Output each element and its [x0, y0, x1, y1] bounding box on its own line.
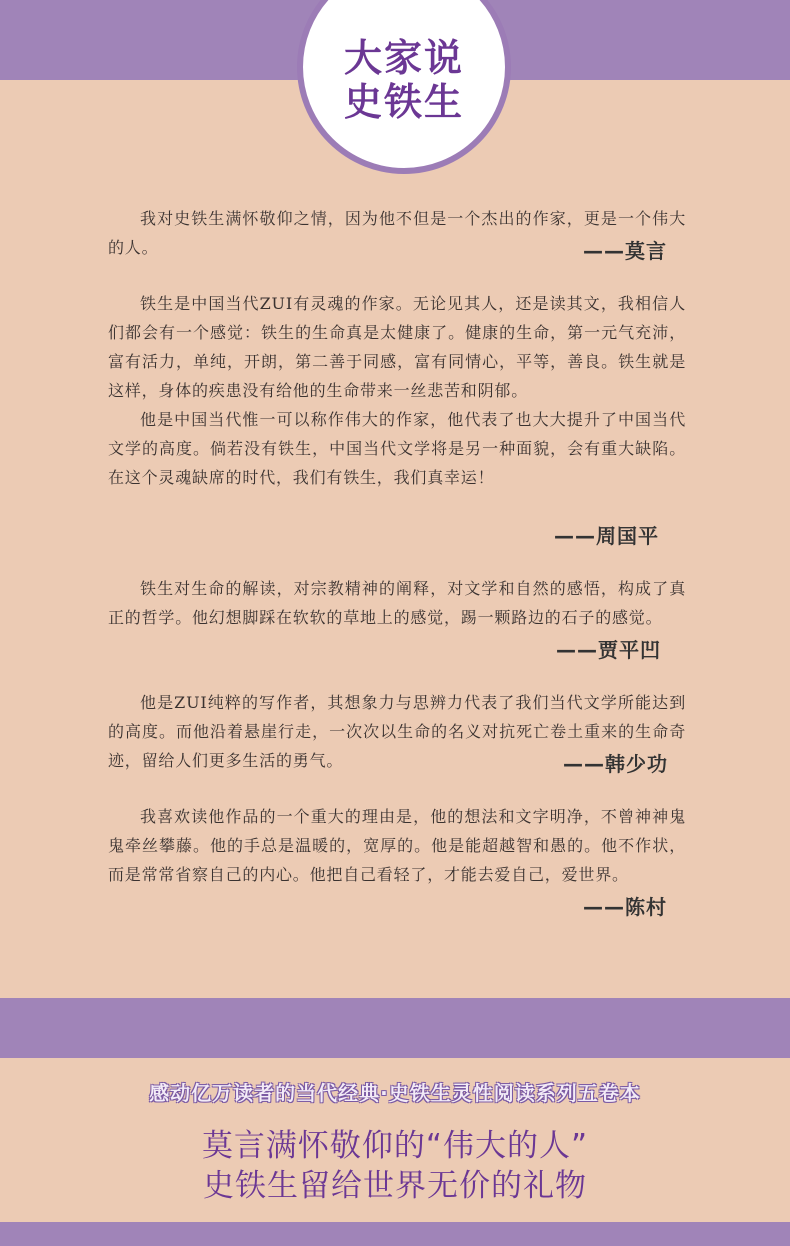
attribution-hanshaogong: ——韩少功	[563, 752, 668, 776]
quote-jiapingwa	[108, 574, 686, 632]
bottom-band	[0, 1222, 790, 1246]
quote-chencun	[108, 802, 686, 889]
quote-paragraph: 我对史铁生满怀敬仰之情，因为他不但是一个杰出的作家，更是一个伟大的人。	[108, 209, 686, 257]
attribution-jiapingwa: ——贾平凹	[556, 638, 661, 662]
attribution-zhouguoping: ——周国平	[554, 524, 659, 548]
attribution-moyan: ——莫言	[583, 239, 667, 263]
quote-zhouguoping	[108, 289, 686, 492]
attribution-chencun: ——陈村	[583, 895, 667, 919]
quote-paragraph: 他是中国当代惟一可以称作伟大的作家，他代表了也大大提升了中国当代文学的高度。倘若没有铁生，中国当代文学将是另一种面貌，会有重大缺陷。在这个灵魂缺席的时代，我们有铁生，我们真幸运！	[108, 410, 686, 487]
badge-title-line2: 史铁生	[343, 80, 464, 124]
series-tagline: 感动亿万读者的当代经典·史铁生灵性阅读系列五卷本	[149, 1081, 641, 1105]
promo-headline-line1: 莫言满怀敬仰的“伟大的人”	[201, 1128, 589, 1164]
quote-paragraph: 铁生对生命的解读，对宗教精神的阐释，对文学和自然的感悟，构成了真正的哲学。他幻想脚踩在软软的草地上的感觉，踢一颗路边的石子的感觉。	[108, 579, 686, 627]
badge-title-line1: 大家说	[343, 36, 464, 80]
middle-band	[0, 998, 790, 1058]
quote-paragraph: 我喜欢读他作品的一个重大的理由是，他的想法和文字明净，不曾神神鬼鬼牵丝攀藤。他的手总是温暖的，宽厚的。他是能超越智和愚的。他不作状，而是常常省察自己的内心。他把自己看轻了，才能去爱自己，爱世界。	[108, 807, 686, 884]
promo-headline-line2: 史铁生留给世界无价的礼物	[203, 1168, 587, 1204]
quote-paragraph: 铁生是中国当代ZUI有灵魂的作家。无论见其人，还是读其文，我相信人们都会有一个感觉：铁生的生命真是太健康了。健康的生命，第一元气充沛，富有活力，单纯，开朗，第二善于同感，富有同情心，平等，善良。铁生就是这样，身体的疾患没有给他的生命带来一丝悲苦和阴郁。	[108, 294, 686, 400]
quote-paragraph: 他是ZUI纯粹的写作者，其想象力与思辨力代表了我们当代文学所能达到的高度。而他沿着悬崖行走，一次次以生命的名义对抗死亡卷土重来的生命奇迹，留给人们更多生活的勇气。	[108, 693, 686, 770]
title-badge	[297, 0, 511, 174]
